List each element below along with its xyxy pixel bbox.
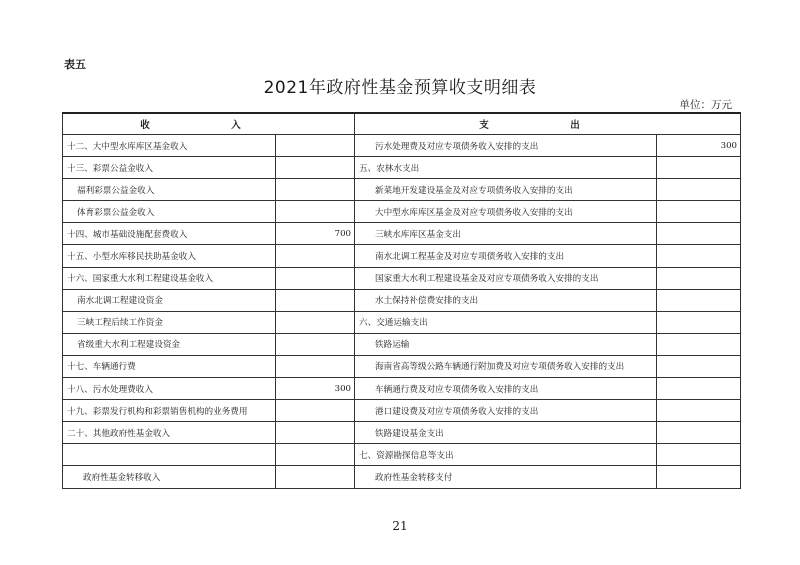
expenditure-header: 支 出 [355,113,741,135]
expenditure-item: 政府性基金转移支付 [355,466,657,488]
table-row [63,378,741,400]
table-row [63,267,741,289]
income-amount [276,311,355,333]
table-header-row [63,113,741,135]
table-row [63,400,741,422]
income-amount [276,135,355,157]
income-amount [276,157,355,179]
expenditure-item: 五、农林水支出 [355,157,657,179]
table-row [63,135,741,157]
expenditure-amount [657,355,741,377]
expenditure-amount [657,333,741,355]
table-row [63,289,741,311]
table-row [63,466,741,488]
income-amount [276,245,355,267]
expenditure-item: 铁路运输 [355,333,657,355]
income-amount [276,466,355,488]
expenditure-amount: 300 [657,135,741,157]
expenditure-item: 七、资源勘探信息等支出 [355,444,657,466]
table-row [63,355,741,377]
expenditure-item: 大中型水库库区基金及对应专项债务收入安排的支出 [355,201,657,223]
income-amount [276,444,355,466]
expenditure-item: 国家重大水利工程建设基金及对应专项债务收入安排的支出 [355,267,657,289]
income-item: 南水北调工程建设资金 [63,289,276,311]
income-item: 十四、城市基础设施配套费收入 [63,223,276,245]
expenditure-item: 铁路建设基金支出 [355,422,657,444]
income-amount [276,422,355,444]
expenditure-amount [657,400,741,422]
income-item: 十八、污水处理费收入 [63,378,276,400]
budget-table [62,112,741,489]
income-amount [276,289,355,311]
income-amount [276,179,355,201]
table-label: 表五 [64,58,86,71]
income-item: 十五、小型水库移民扶助基金收入 [63,245,276,267]
page-title: 2021年政府性基金预算收支明细表 [263,78,537,98]
expenditure-item: 新菜地开发建设基金及对应专项债务收入安排的支出 [355,179,657,201]
expenditure-item: 海南省高等级公路车辆通行附加费及对应专项债务收入安排的支出 [355,355,657,377]
expenditure-amount [657,378,741,400]
table-row [63,444,741,466]
income-item: 福利彩票公益金收入 [63,179,276,201]
income-item: 体育彩票公益金收入 [63,201,276,223]
expenditure-amount [657,267,741,289]
table-row [63,422,741,444]
expenditure-amount [657,289,741,311]
expenditure-item: 六、交通运输支出 [355,311,657,333]
page-number: 21 [392,519,408,533]
expenditure-item: 港口建设费及对应专项债务收入安排的支出 [355,400,657,422]
income-item: 三峡工程后续工作资金 [63,311,276,333]
expenditure-amount [657,466,741,488]
expenditure-amount [657,245,741,267]
income-item: 十三、彩票公益金收入 [63,157,276,179]
income-header: 收 入 [63,113,355,135]
expenditure-item: 污水处理费及对应专项债务收入安排的支出 [355,135,657,157]
income-item: 二十、其他政府性基金收入 [63,422,276,444]
income-amount: 300 [276,378,355,400]
income-item [63,444,276,466]
table-row [63,223,741,245]
table-row [63,201,741,223]
expenditure-item: 南水北调工程基金及对应专项债务收入安排的支出 [355,245,657,267]
table-row [63,245,741,267]
income-item: 十九、彩票发行机构和彩票销售机构的业务费用 [63,400,276,422]
income-amount [276,400,355,422]
income-amount [276,333,355,355]
expenditure-amount [657,223,741,245]
expenditure-amount [657,157,741,179]
income-item: 十七、车辆通行费 [63,355,276,377]
unit-label: 单位：万元 [679,99,732,111]
expenditure-item: 车辆通行费及对应专项债务收入安排的支出 [355,378,657,400]
income-amount [276,201,355,223]
table-row [63,333,741,355]
table-row [63,157,741,179]
income-item: 省级重大水利工程建设资金 [63,333,276,355]
income-amount: 700 [276,223,355,245]
income-item: 政府性基金转移收入 [63,466,276,488]
expenditure-amount [657,179,741,201]
expenditure-amount [657,422,741,444]
income-item: 十二、大中型水库库区基金收入 [63,135,276,157]
expenditure-item: 三峡水库库区基金支出 [355,223,657,245]
expenditure-item: 水土保持补偿费安排的支出 [355,289,657,311]
income-item: 十六、国家重大水利工程建设基金收入 [63,267,276,289]
expenditure-amount [657,444,741,466]
table-row [63,179,741,201]
expenditure-amount [657,201,741,223]
income-amount [276,267,355,289]
expenditure-amount [657,311,741,333]
table-row [63,311,741,333]
income-amount [276,355,355,377]
